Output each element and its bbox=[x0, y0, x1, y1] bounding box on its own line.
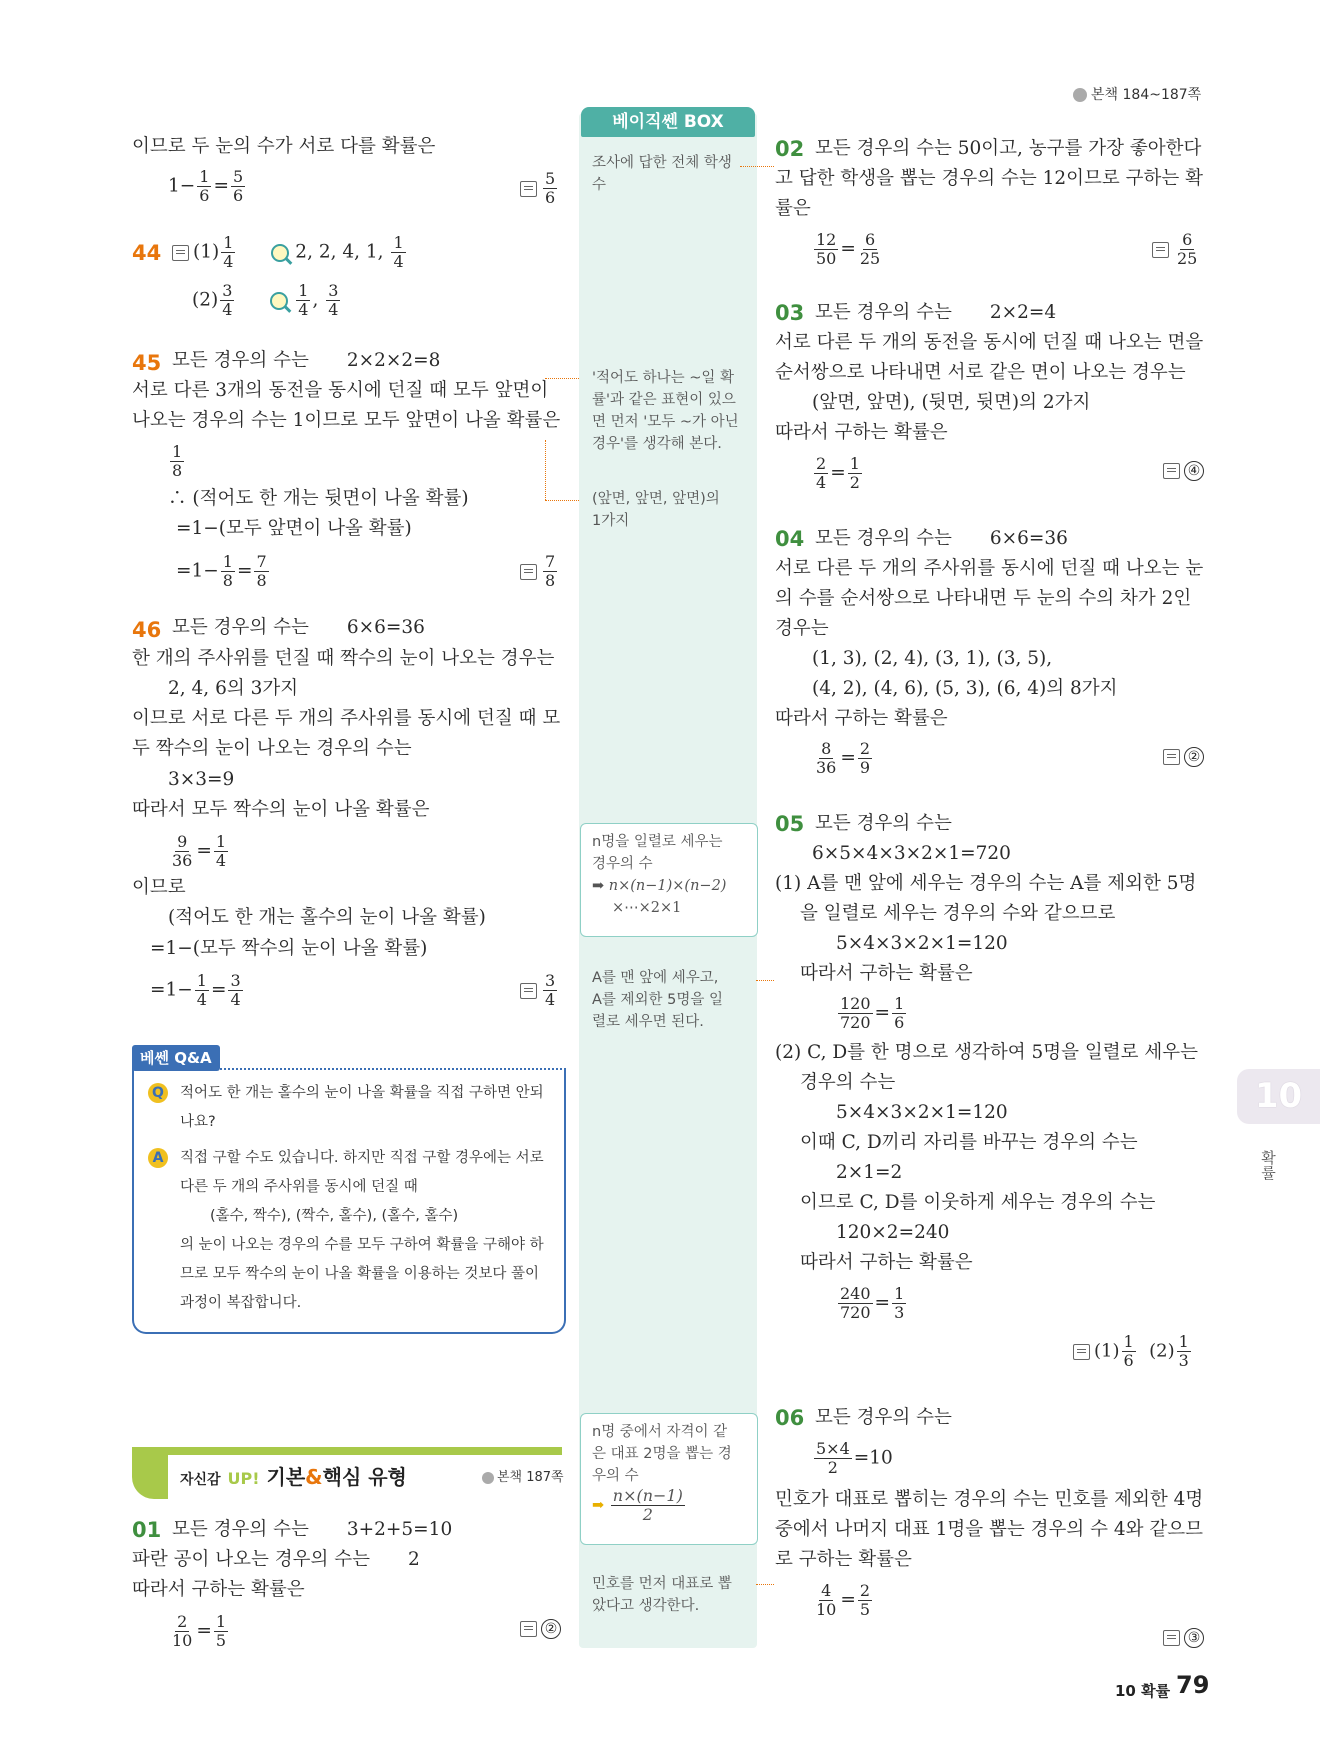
section-title: 자신감 UP! 기본&핵심 유형 bbox=[180, 1465, 407, 1489]
connector-line bbox=[545, 440, 546, 500]
problem-06-line: 민호가 대표로 뽑히는 경우의 수는 민호를 제외한 4명 bbox=[775, 1489, 1204, 1510]
page-number: 79 bbox=[1176, 1671, 1210, 1699]
problem-46-line: 3×3=9 bbox=[168, 769, 235, 790]
problem-02-eq: $\frac{12}{50}$ = $\frac{6}{25}$ bbox=[816, 230, 881, 268]
problem-number: 44 bbox=[132, 241, 162, 265]
problem-04-line: (1, 3), (2, 4), (3, 1), (3, 5), bbox=[812, 648, 1053, 669]
answer: $\frac{6}{25}$ bbox=[1152, 231, 1201, 268]
answer: ② bbox=[520, 1618, 561, 1639]
problem-45-line: =1−(모두 앞면이 나올 확률) bbox=[176, 518, 412, 539]
chapter-tab-title: 확률 bbox=[1259, 1150, 1277, 1180]
problem-05-line: (2) C, D를 한 명으로 생각하여 5명을 일렬로 세우는 bbox=[775, 1042, 1199, 1063]
problem-05-eq: $\frac{240}{720}$ = $\frac{1}{3}$ bbox=[840, 1284, 905, 1322]
connector-line bbox=[756, 980, 774, 981]
problem-04-eq: $\frac{8}{36}$ = $\frac{2}{9}$ bbox=[816, 739, 871, 777]
problem-05-line: 120×2=240 bbox=[836, 1222, 950, 1243]
problem-03-line: (앞면, 앞면), (뒷면, 뒷면)의 2가지 bbox=[812, 392, 1091, 413]
section-ref: 본책 187쪽 bbox=[482, 1466, 564, 1485]
box-note-3: (앞면, 앞면, 앞면)의 1가지 bbox=[592, 491, 720, 529]
left-eq: 1− $\frac{1}{6}$ = $\frac{5}{6}$ bbox=[168, 167, 244, 205]
connector-line bbox=[740, 166, 774, 167]
box-note-1: 조사에 답한 전체 학생 수 bbox=[592, 155, 732, 193]
problem-05-line: 따라서 구하는 확률은 bbox=[800, 963, 973, 984]
problem-06-line: 중에서 나머지 대표 1명을 뽑는 경우의 수 4와 같으므 bbox=[775, 1519, 1204, 1540]
chapter-tab: 10 bbox=[1237, 1069, 1320, 1124]
answer: $\frac{7}{8}$ bbox=[520, 553, 559, 590]
answer-icon bbox=[1163, 463, 1180, 479]
problem-45-line: 서로 다른 3개의 동전을 동시에 던질 때 모두 앞면이 bbox=[132, 380, 549, 401]
problem-46-line: 2, 4, 6의 3가지 bbox=[168, 678, 299, 699]
problem-03-head: 모든 경우의 수는 2×2=4 bbox=[815, 302, 1057, 323]
problem-03-line: 따라서 구하는 확률은 bbox=[775, 422, 948, 443]
answer: (1) $\frac{1}{6}$ (2) $\frac{1}{3}$ bbox=[1073, 1333, 1193, 1370]
problem-03-line: 서로 다른 두 개의 동전을 동시에 던질 때 나오는 면을 bbox=[775, 332, 1204, 353]
problem-05-line: 경우의 수는 bbox=[800, 1072, 896, 1093]
problem-number: 04 bbox=[775, 527, 805, 551]
connector-line bbox=[545, 378, 579, 379]
problem-04-line: (4, 2), (4, 6), (5, 3), (6, 4)의 8가지 bbox=[812, 678, 1118, 699]
problem-02-line: 모든 경우의 수는 50이고, 농구를 가장 좋아한다 bbox=[815, 138, 1202, 159]
problem-05-line: 5×4×3×2×1=120 bbox=[836, 933, 1008, 954]
answer-icon bbox=[520, 181, 537, 197]
problem-45-eq: =1− $\frac{1}{8}$ = $\frac{7}{8}$ bbox=[176, 552, 267, 590]
problem-05-line: 이때 C, D끼리 자리를 바꾸는 경우의 수는 bbox=[800, 1132, 1138, 1153]
problem-05-line: 을 일렬로 세우는 경우의 수와 같으므로 bbox=[800, 903, 1116, 924]
answer-icon bbox=[1163, 1630, 1180, 1646]
left-line: 이므로 두 눈의 수가 서로 다를 확률은 bbox=[132, 136, 436, 157]
answer-icon bbox=[1152, 242, 1169, 258]
answer: $\frac{5}{6}$ bbox=[520, 170, 559, 207]
header-ref: 본책 184~187쪽 bbox=[1073, 84, 1201, 104]
problem-04-head: 모든 경우의 수는 6×6=36 bbox=[815, 528, 1068, 549]
problem-01-line: 파란 공이 나오는 경우의 수는 2 bbox=[132, 1549, 420, 1570]
answer: ③ bbox=[1163, 1627, 1204, 1648]
problem-45-frac: $\frac{1}{8}$ bbox=[172, 442, 183, 480]
answer-icon bbox=[172, 245, 189, 261]
problem-06-eq: $\frac{4}{10}$ = $\frac{2}{5}$ bbox=[816, 1581, 871, 1619]
problem-number: 02 bbox=[775, 137, 805, 161]
problem-05-line: (1) A를 맨 앞에 세우는 경우의 수는 A를 제외한 5명 bbox=[775, 873, 1197, 894]
problem-46-eq: =1− $\frac{1}{4}$ = $\frac{3}{4}$ bbox=[150, 971, 241, 1009]
problem-46-line: =1−(모두 짝수의 눈이 나올 확률) bbox=[150, 938, 428, 959]
qa-a-icon: A bbox=[148, 1148, 168, 1168]
connector-line bbox=[545, 500, 579, 501]
problem-05-line: 이므로 C, D를 이웃하게 세우는 경우의 수는 bbox=[800, 1192, 1156, 1213]
box-note-6-text: n명 중에서 자격이 같 은 대표 2명을 뽑는 경 우의 수 ➡ $\frac{n\times(n-1)}{2}$ bbox=[592, 1424, 732, 1524]
problem-46-line: (적어도 한 개는 홀수의 눈이 나올 확률) bbox=[168, 907, 486, 928]
problem-03-line: 순서쌍으로 나타내면 서로 같은 면이 나오는 경우는 bbox=[775, 362, 1186, 383]
connector-line bbox=[756, 1584, 774, 1585]
problem-44-line2: (2) $\frac{3}{4}$ $\frac{1}{4}$ , $\frac{3}{4}$ bbox=[192, 281, 339, 319]
problem-04-line: 경우는 bbox=[775, 618, 829, 639]
problem-05-line: 5×4×3×2×1=120 bbox=[836, 1102, 1008, 1123]
problem-02-line: 률은 bbox=[775, 198, 811, 219]
section-banner-bar bbox=[132, 1447, 562, 1455]
problem-46-head: 모든 경우의 수는 6×6=36 bbox=[172, 617, 425, 638]
problem-03-eq: $\frac{2}{4}$ = $\frac{1}{2}$ bbox=[816, 454, 860, 492]
problem-06-eq: $\frac{5\times 4}{2}$ =10 bbox=[816, 1439, 893, 1477]
qa-question: 적어도 한 개는 홀수의 눈이 나올 확률을 직접 구하면 안되 나요? bbox=[180, 1085, 544, 1130]
problem-05-head: 모든 경우의 수는 bbox=[815, 813, 952, 834]
magnifier-icon bbox=[270, 292, 288, 310]
problem-05-line: 따라서 구하는 확률은 bbox=[800, 1252, 973, 1273]
problem-44-line1: (1) $\frac{1}{4}$ 2, 2, 4, 1, $\frac{1}{4}$ bbox=[172, 234, 408, 271]
box-note-7: 민호를 먼저 대표로 뽑 았다고 생각한다. bbox=[592, 1576, 732, 1614]
box-note-2: '적어도 하나는 ~일 확 률'과 같은 표현이 있으 면 먼저 '모두 ~가 아닌 경우'를 생각해 본다. bbox=[592, 370, 739, 452]
problem-06-head: 모든 경우의 수는 bbox=[815, 1407, 952, 1428]
problem-45-line: ∴ (적어도 한 개는 뒷면이 나올 확률) bbox=[168, 488, 469, 509]
problem-01-eq: $\frac{2}{10}$ = $\frac{1}{5}$ bbox=[172, 1612, 227, 1650]
problem-04-line: 따라서 구하는 확률은 bbox=[775, 708, 948, 729]
answer-icon bbox=[520, 564, 537, 580]
problem-number: 03 bbox=[775, 301, 805, 325]
book-icon bbox=[1073, 88, 1087, 102]
problem-05-eq: $\frac{120}{720}$ = $\frac{1}{6}$ bbox=[840, 994, 905, 1032]
problem-number: 05 bbox=[775, 812, 805, 836]
problem-02-line: 고 답한 학생을 뽑는 경우의 수는 12이므로 구하는 확 bbox=[775, 168, 1204, 189]
problem-number: 01 bbox=[132, 1518, 162, 1542]
problem-04-line: 의 수를 순서쌍으로 나타내면 두 눈의 수의 차가 2인 bbox=[775, 588, 1192, 609]
arrow-icon: ➡ bbox=[592, 1497, 609, 1514]
problem-06-line: 로 구하는 확률은 bbox=[775, 1549, 912, 1570]
box-note-5: A를 맨 앞에 세우고, A를 제외한 5명을 일 렬로 세우면 된다. bbox=[592, 970, 724, 1030]
book-icon bbox=[482, 1472, 494, 1484]
problem-45-line: 나오는 경우의 수는 1이므로 모두 앞면이 나올 확률은 bbox=[132, 410, 561, 431]
answer-icon bbox=[1163, 749, 1180, 765]
problem-46-line: 이므로 서로 다른 두 개의 주사위를 동시에 던질 때 모 bbox=[132, 708, 561, 729]
answer: $\frac{3}{4}$ bbox=[520, 972, 559, 1009]
answer: ④ bbox=[1163, 460, 1204, 481]
problem-46-line: 이므로 bbox=[132, 877, 186, 898]
problem-46-line: 한 개의 주사위를 던질 때 짝수의 눈이 나오는 경우는 bbox=[132, 648, 555, 669]
problem-04-line: 서로 다른 두 개의 주사위를 동시에 던질 때 나오는 눈 bbox=[775, 558, 1204, 579]
answer-icon bbox=[1073, 1344, 1090, 1360]
qa-q-icon: Q bbox=[148, 1083, 168, 1103]
problem-01-line: 따라서 구하는 확률은 bbox=[132, 1579, 305, 1600]
qa-badge: 베쎈 Q&A bbox=[132, 1045, 220, 1071]
qa-answer: 직접 구할 수도 있습니다. 하지만 직접 구할 경우에는 서로 다른 두 개의 주사위를 동시에 던질 때 (홀수, 짝수), (짝수, 홀수), (홀수, 홀수) 의 눈이 나오는 경우의 수를 모두 구하여 확률을 구해야 하 므로 모두 짝수의 눈이 나올 확률을 이용하는 것보다 풀이 과정이 복잡합니다. bbox=[180, 1150, 544, 1311]
answer-icon bbox=[520, 983, 537, 999]
box-note-4-text: n명을 일렬로 세우는 경우의 수 ➡ n×(n−1)×(n−2) ×⋯×2×1 bbox=[592, 834, 727, 916]
problem-46-line: 두 짝수의 눈이 나오는 경우의 수는 bbox=[132, 738, 412, 759]
footer-label: 10 확률 bbox=[1115, 1682, 1171, 1700]
problem-number: 45 bbox=[132, 351, 162, 375]
problem-05-line: 6×5×4×3×2×1=720 bbox=[812, 843, 1011, 864]
magnifier-icon bbox=[271, 244, 289, 262]
problem-number: 46 bbox=[132, 618, 162, 642]
basic-box-title: 베이직쎈 BOX bbox=[581, 107, 755, 137]
problem-number: 06 bbox=[775, 1406, 805, 1430]
problem-45-head: 모든 경우의 수는 2×2×2=8 bbox=[172, 350, 441, 371]
problem-46-line: 따라서 모두 짝수의 눈이 나올 확률은 bbox=[132, 799, 430, 820]
problem-01-head: 모든 경우의 수는 3+2+5=10 bbox=[172, 1519, 453, 1540]
section-banner-tab bbox=[132, 1447, 168, 1499]
problem-46-eq: $\frac{9}{36}$ = $\frac{1}{4}$ bbox=[172, 832, 227, 870]
problem-05-line: 2×1=2 bbox=[836, 1162, 903, 1183]
answer: ② bbox=[1163, 746, 1204, 767]
answer-icon bbox=[520, 1621, 537, 1637]
